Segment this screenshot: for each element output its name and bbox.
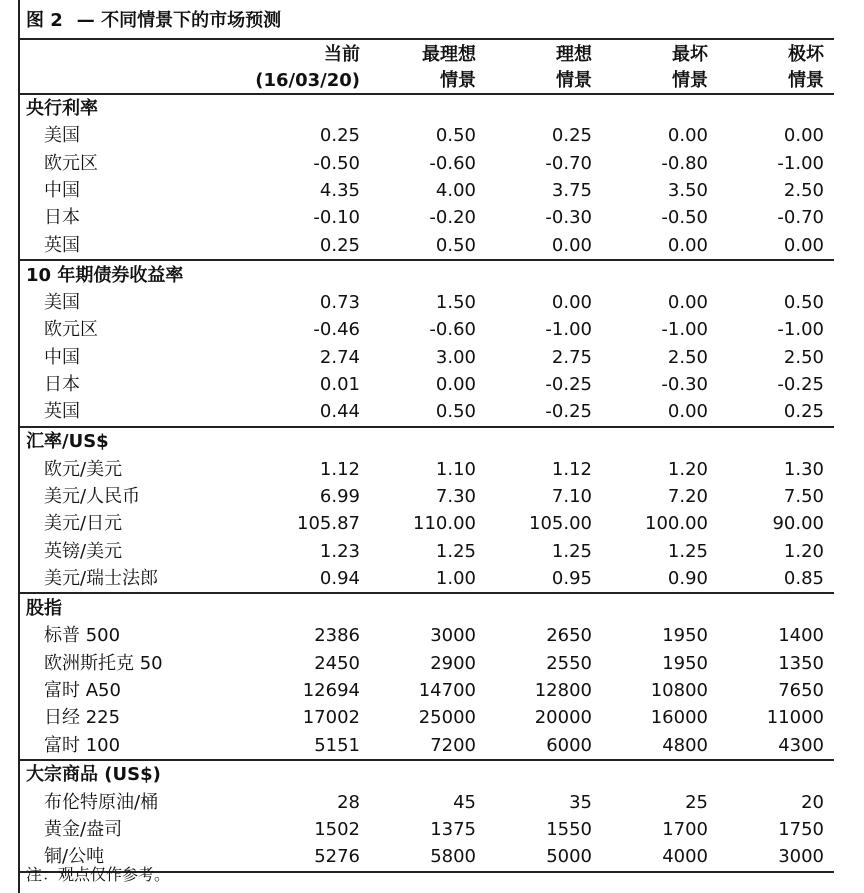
row-value: 0.73 bbox=[319, 291, 360, 313]
row-value: 105.00 bbox=[529, 513, 592, 535]
table-row bbox=[20, 789, 834, 816]
column-header-line1: 极坏 bbox=[788, 44, 824, 65]
row-value: 5151 bbox=[314, 734, 360, 756]
row-value: 7.30 bbox=[435, 485, 476, 507]
column-header-line2: (16/03/20) bbox=[255, 70, 360, 91]
row-value: 1.00 bbox=[435, 567, 476, 589]
row-label: 美国 bbox=[44, 291, 80, 313]
row-value: 28 bbox=[337, 791, 360, 813]
row-value: 11000 bbox=[766, 707, 824, 729]
row-value: 1.50 bbox=[435, 291, 476, 313]
table-row bbox=[20, 650, 834, 677]
row-value: -0.60 bbox=[429, 152, 476, 174]
row-value: 4.00 bbox=[435, 180, 476, 202]
row-value: 0.00 bbox=[667, 234, 708, 256]
row-value: 25000 bbox=[418, 707, 476, 729]
section-title: 10 年期债券收益率 bbox=[26, 264, 184, 286]
row-label: 美元/人民币 bbox=[44, 485, 141, 507]
row-label: 日本 bbox=[44, 374, 80, 395]
row-value: 0.90 bbox=[667, 567, 708, 589]
row-value: 1.25 bbox=[667, 540, 708, 562]
row-value: 1502 bbox=[314, 819, 360, 841]
row-value: 1.23 bbox=[319, 540, 360, 562]
row-value: 2450 bbox=[314, 652, 360, 674]
row-value: 1.12 bbox=[319, 458, 360, 480]
row-value: 7200 bbox=[430, 734, 476, 756]
row-value: 0.44 bbox=[319, 401, 360, 423]
row-value: 0.00 bbox=[551, 234, 592, 256]
figure-caption: — 不同情景下的市场预测 bbox=[76, 10, 282, 31]
row-value: -0.46 bbox=[313, 319, 360, 341]
row-value: -0.80 bbox=[661, 152, 708, 174]
row-value: -1.00 bbox=[777, 152, 824, 174]
row-value: -1.00 bbox=[545, 319, 592, 341]
row-value: -0.20 bbox=[429, 207, 476, 229]
row-value: 0.00 bbox=[783, 125, 824, 147]
row-value: 10800 bbox=[650, 679, 708, 701]
column-header-current bbox=[240, 42, 360, 94]
row-value: 5000 bbox=[546, 846, 592, 868]
row-label: 日本 bbox=[44, 207, 80, 229]
row-value: 17002 bbox=[302, 707, 360, 729]
table-row bbox=[20, 565, 834, 592]
row-value: 1.20 bbox=[783, 540, 824, 562]
row-value: 3.75 bbox=[551, 180, 592, 202]
table-row bbox=[20, 289, 834, 316]
row-value: 6.99 bbox=[319, 485, 360, 507]
row-value: -0.30 bbox=[545, 207, 592, 229]
row-value: 0.50 bbox=[783, 291, 824, 313]
table-row bbox=[20, 483, 834, 510]
row-label: 富时 100 bbox=[44, 734, 121, 756]
row-value: 0.00 bbox=[667, 291, 708, 313]
column-header-worst bbox=[588, 42, 708, 94]
row-value: 0.00 bbox=[667, 401, 708, 423]
column-header-line2: 情景 bbox=[556, 70, 592, 91]
row-value: 2.75 bbox=[551, 346, 592, 368]
column-header-extreme bbox=[704, 42, 824, 94]
row-label: 富时 A50 bbox=[44, 679, 121, 701]
row-value: 25 bbox=[685, 791, 708, 813]
row-value: 90.00 bbox=[772, 513, 824, 535]
table-row bbox=[20, 122, 834, 149]
row-value: 35 bbox=[569, 791, 592, 813]
row-value: 2.50 bbox=[667, 346, 708, 368]
row-value: 105.87 bbox=[297, 513, 360, 535]
section-header-row bbox=[20, 761, 834, 788]
row-value: -0.30 bbox=[661, 374, 708, 395]
row-label: 英国 bbox=[44, 234, 80, 256]
row-value: -0.50 bbox=[313, 152, 360, 174]
column-header-line2: 情景 bbox=[440, 70, 476, 91]
row-value: 5276 bbox=[314, 846, 360, 868]
row-value: 0.00 bbox=[783, 234, 824, 256]
row-value: 1750 bbox=[778, 819, 824, 841]
row-value: 2.50 bbox=[783, 180, 824, 202]
section-title: 汇率/US$ bbox=[26, 431, 109, 453]
row-value: -0.50 bbox=[661, 207, 708, 229]
row-value: 0.50 bbox=[435, 125, 476, 147]
table-row bbox=[20, 456, 834, 483]
table-row bbox=[20, 150, 834, 177]
row-value: -0.70 bbox=[545, 152, 592, 174]
row-label: 美元/瑞士法郎 bbox=[44, 567, 159, 589]
table-row bbox=[20, 510, 834, 537]
row-value: 1.25 bbox=[435, 540, 476, 562]
row-value: 1.20 bbox=[667, 458, 708, 480]
row-value: 0.01 bbox=[319, 374, 360, 395]
section-title: 大宗商品 (US$) bbox=[26, 764, 161, 786]
row-value: 110.00 bbox=[413, 513, 476, 535]
row-label: 黄金/盎司 bbox=[44, 819, 123, 841]
table-row bbox=[20, 316, 834, 343]
section-header-row bbox=[20, 95, 834, 122]
row-value: 3000 bbox=[778, 846, 824, 868]
column-header-line2: 情景 bbox=[788, 70, 824, 91]
column-header-line2: 情景 bbox=[672, 70, 708, 91]
row-value: 0.25 bbox=[319, 234, 360, 256]
row-value: 1700 bbox=[662, 819, 708, 841]
row-value: 3000 bbox=[430, 625, 476, 647]
row-value: -1.00 bbox=[777, 319, 824, 341]
row-label: 欧元/美元 bbox=[44, 458, 123, 480]
column-header-line1: 理想 bbox=[556, 44, 592, 65]
row-value: -0.10 bbox=[313, 207, 360, 229]
row-label: 美元/日元 bbox=[44, 513, 123, 535]
table-row bbox=[20, 204, 834, 231]
row-value: 7.10 bbox=[551, 485, 592, 507]
row-label: 英国 bbox=[44, 401, 80, 423]
row-value: 4300 bbox=[778, 734, 824, 756]
row-value: 1950 bbox=[662, 625, 708, 647]
section-header-row bbox=[20, 428, 834, 455]
section-header-row bbox=[20, 595, 834, 622]
top-rule bbox=[20, 38, 834, 40]
column-header-good bbox=[472, 42, 592, 94]
table-row bbox=[20, 177, 834, 204]
row-value: 1.10 bbox=[435, 458, 476, 480]
row-value: -0.25 bbox=[545, 374, 592, 395]
row-value: 0.94 bbox=[319, 567, 360, 589]
table-row bbox=[20, 538, 834, 565]
row-value: 2386 bbox=[314, 625, 360, 647]
row-value: 1550 bbox=[546, 819, 592, 841]
row-value: 20 bbox=[801, 791, 824, 813]
row-value: 2650 bbox=[546, 625, 592, 647]
row-value: -0.70 bbox=[777, 207, 824, 229]
table-row bbox=[20, 622, 834, 649]
row-label: 欧元区 bbox=[44, 152, 98, 174]
row-label: 日经 225 bbox=[44, 707, 121, 729]
row-label: 铜/公吨 bbox=[44, 846, 105, 868]
row-value: 7.20 bbox=[667, 485, 708, 507]
figure-title bbox=[26, 6, 281, 36]
column-header-best bbox=[356, 42, 476, 94]
row-value: 3.00 bbox=[435, 346, 476, 368]
row-label: 中国 bbox=[44, 180, 80, 202]
row-value: 2.50 bbox=[783, 346, 824, 368]
row-value: 45 bbox=[453, 791, 476, 813]
table-row bbox=[20, 732, 834, 759]
row-value: 2550 bbox=[546, 652, 592, 674]
figure-number: 图 2 bbox=[26, 10, 63, 31]
row-label: 美国 bbox=[44, 125, 80, 147]
row-value: 2900 bbox=[430, 652, 476, 674]
row-value: 0.85 bbox=[783, 567, 824, 589]
footnote: 注：观点仅作参考。 bbox=[26, 865, 171, 884]
row-value: 1350 bbox=[778, 652, 824, 674]
row-value: 7650 bbox=[778, 679, 824, 701]
table-row bbox=[20, 704, 834, 731]
row-value: 14700 bbox=[418, 679, 476, 701]
row-value: 1.25 bbox=[551, 540, 592, 562]
row-label: 中国 bbox=[44, 346, 80, 368]
row-value: 1950 bbox=[662, 652, 708, 674]
row-value: 1.30 bbox=[783, 458, 824, 480]
row-value: 100.00 bbox=[645, 513, 708, 535]
section-header-row bbox=[20, 262, 834, 289]
row-value: 0.00 bbox=[435, 374, 476, 395]
row-value: -0.60 bbox=[429, 319, 476, 341]
row-label: 标普 500 bbox=[44, 625, 121, 647]
row-value: 0.25 bbox=[319, 125, 360, 147]
column-header-line1: 当前 bbox=[324, 44, 360, 65]
table-row bbox=[20, 371, 834, 398]
row-label: 欧元区 bbox=[44, 319, 98, 341]
table-row bbox=[20, 344, 834, 371]
row-value: 7.50 bbox=[783, 485, 824, 507]
section-title: 股指 bbox=[26, 597, 62, 619]
row-value: 1400 bbox=[778, 625, 824, 647]
row-value: 20000 bbox=[534, 707, 592, 729]
row-value: 6000 bbox=[546, 734, 592, 756]
table-row bbox=[20, 232, 834, 259]
row-value: 1.12 bbox=[551, 458, 592, 480]
row-value: 0.25 bbox=[783, 401, 824, 423]
row-value: 2.74 bbox=[319, 346, 360, 368]
row-value: 16000 bbox=[650, 707, 708, 729]
row-value: 4.35 bbox=[319, 180, 360, 202]
row-value: 0.25 bbox=[551, 125, 592, 147]
row-value: 12694 bbox=[302, 679, 360, 701]
row-value: 12800 bbox=[534, 679, 592, 701]
row-value: -1.00 bbox=[661, 319, 708, 341]
row-value: -0.25 bbox=[545, 401, 592, 423]
table-row bbox=[20, 677, 834, 704]
row-value: 0.95 bbox=[551, 567, 592, 589]
row-value: 4800 bbox=[662, 734, 708, 756]
table-row bbox=[20, 398, 834, 425]
row-value: -0.25 bbox=[777, 374, 824, 395]
row-label: 欧洲斯托克 50 bbox=[44, 652, 163, 674]
row-value: 3.50 bbox=[667, 180, 708, 202]
section-title: 央行利率 bbox=[26, 98, 98, 119]
row-value: 5800 bbox=[430, 846, 476, 868]
column-header-line1: 最理想 bbox=[422, 44, 476, 65]
column-header-line1: 最坏 bbox=[672, 44, 708, 65]
row-value: 0.00 bbox=[667, 125, 708, 147]
row-label: 布伦特原油/桶 bbox=[44, 791, 159, 813]
table-row bbox=[20, 816, 834, 843]
row-value: 0.00 bbox=[551, 291, 592, 313]
row-value: 0.50 bbox=[435, 401, 476, 423]
row-value: 0.50 bbox=[435, 234, 476, 256]
row-value: 4000 bbox=[662, 846, 708, 868]
row-label: 英镑/美元 bbox=[44, 540, 123, 562]
row-value: 1375 bbox=[430, 819, 476, 841]
